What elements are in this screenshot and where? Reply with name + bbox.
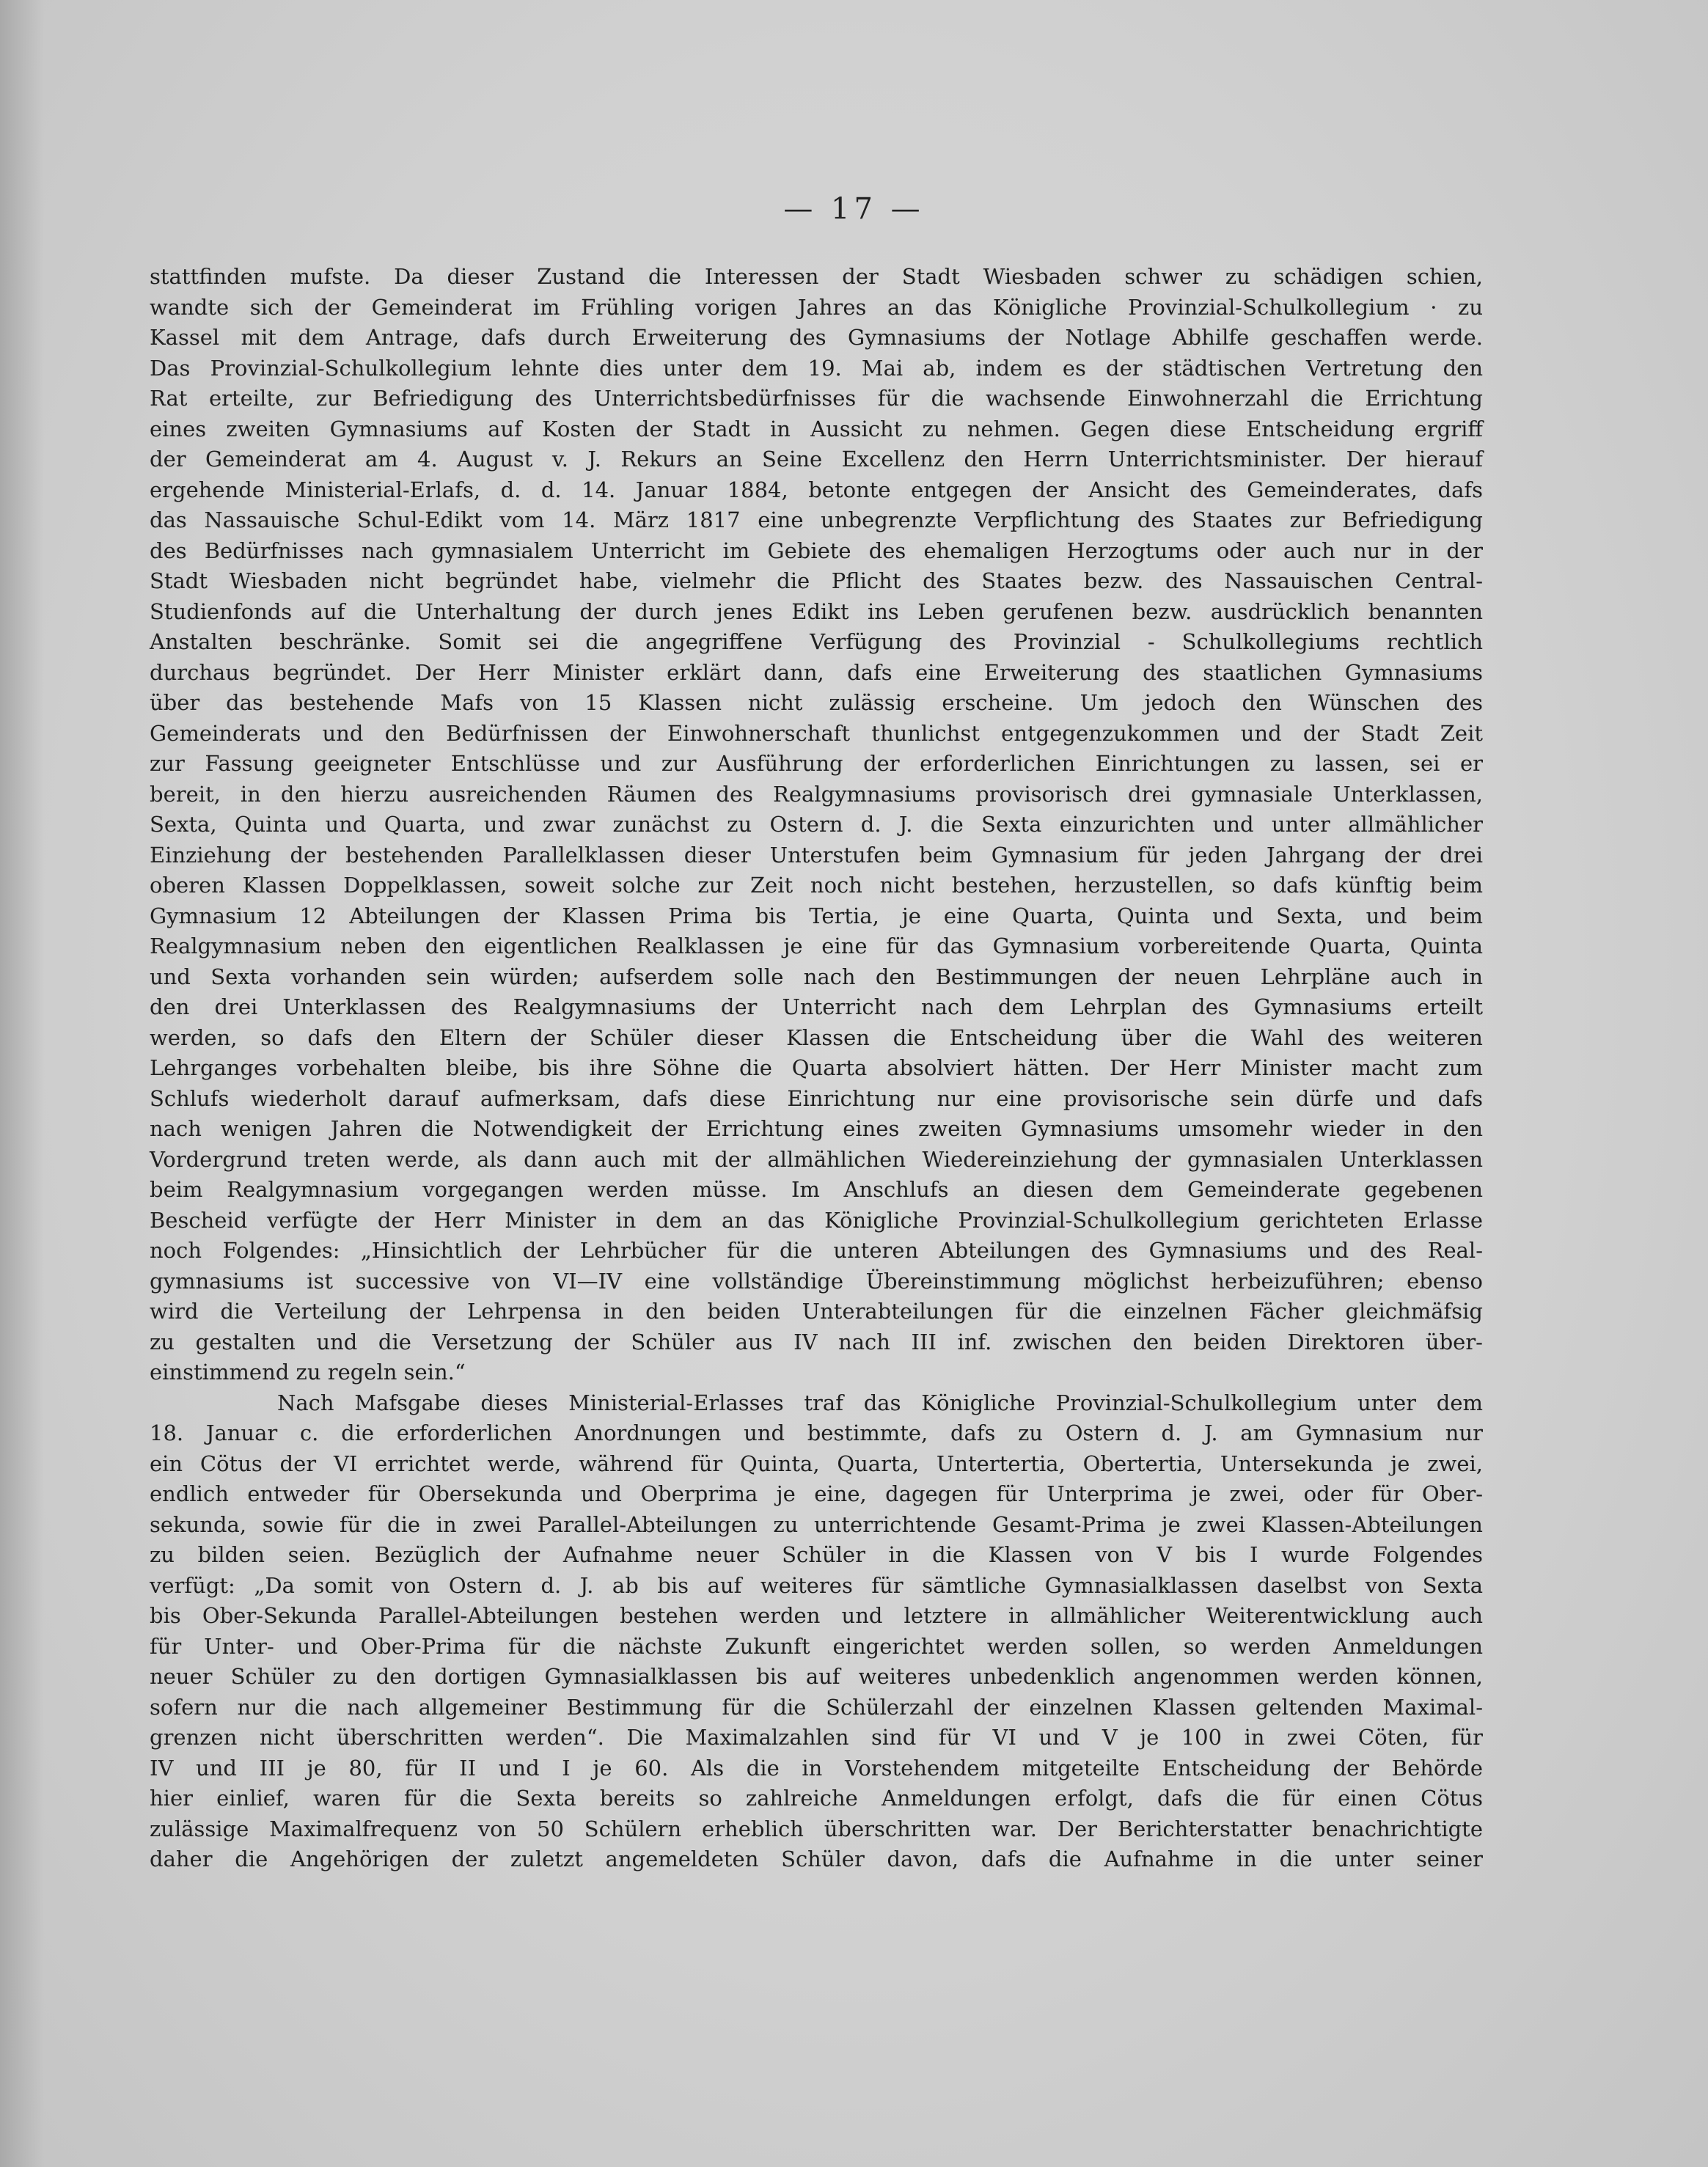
text-line: über das bestehende Mafs von 15 Klassen nicht zulässig erscheine. Um jedoch den Wünschen des [150, 690, 1483, 715]
paragraph-2 [150, 1388, 1483, 1875]
text-line: Realgymnasium neben den eigentlichen Realklassen je eine für das Gymnasium vorbereitende Quarta, Quinta [150, 934, 1483, 958]
text-line: Studienfonds auf die Unterhaltung der durch jenes Edikt ins Leben gerufenen bezw. ausdrücklich benannten [150, 598, 1483, 624]
text-line: beim Realgymnasium vorgegangen werden müsse. Im Anschlufs an diesen dem Gemeinderate gegebenen [150, 1177, 1483, 1202]
text-line: das Nassauische Schul-Edikt vom 14. März 1817 eine unbegrenzte Verpflichtung des Staates zur Befriedigung [150, 507, 1483, 532]
text-line: endlich entweder für Obersekunda und Oberprima je eine, dagegen für Unterprima je zwei, oder für Ober- [150, 1481, 1483, 1506]
text-line: Das Provinzial-Schulkollegium lehnte dies unter dem 19. Mai ab, indem es der städtischen Vertretung den [150, 355, 1483, 381]
text-line: bereit, in den hierzu ausreichenden Räumen des Realgymnasiums provisorisch drei gymnasiale Unterklassen, [150, 781, 1483, 807]
text-line: bis Ober-Sekunda Parallel-Abteilungen bestehen werden und letztere in allmählicher Weiterentwicklung auch [150, 1603, 1483, 1628]
text-line: zulässige Maximalfrequenz von 50 Schülern erheblich überschritten war. Der Berichterstatter benachrichtigte [150, 1816, 1483, 1841]
text-line: nach wenigen Jahren die Notwendigkeit der Errichtung eines zweiten Gymnasiums umsomehr wieder in den [150, 1116, 1483, 1141]
text-line: Schlufs wiederholt darauf aufmerksam, dafs diese Einrichtung nur eine provisorische sein dürfe und dafs [150, 1085, 1483, 1111]
text-line: Sexta, Quinta und Quarta, und zwar zunächst zu Ostern d. J. die Sexta einzurichten und unter allmählicher [150, 812, 1483, 837]
text-line: ein Cötus der VI errichtet werde, während für Quinta, Quarta, Untertertia, Obertertia, Untersekunda je zwei, [150, 1451, 1483, 1476]
text-line: zur Fassung geeigneter Entschlüsse und zur Ausführung der erforderlichen Einrichtungen zu lassen, sei er [150, 751, 1483, 776]
text-line: sekunda, sowie für die in zwei Parallel-Abteilungen zu unterrichtende Gesamt-Prima je zwei Klassen-Abteilungen [150, 1511, 1483, 1537]
text-line: der Gemeinderat am 4. August v. J. Rekurs an Seine Excellenz den Herrn Unterrichtsminister. Der hierauf [150, 447, 1483, 472]
text-line: wandte sich der Gemeinderat im Frühling vorigen Jahres an das Königliche Provinzial-Schulkollegium · zu [150, 294, 1483, 320]
text-line: Rat erteilte, zur Befriedigung des Unterrichtsbedürfnisses für die wachsende Einwohnerzahl die Errichtung [150, 386, 1483, 411]
text-line: Gymnasium 12 Abteilungen der Klassen Prima bis Tertia, je eine Quarta, Quinta und Sexta, und beim [150, 903, 1483, 928]
paragraph-1 [150, 262, 1483, 1388]
text-line: oberen Klassen Doppelklassen, soweit solche zur Zeit noch nicht bestehen, herzustellen, so dafs künftig beim [150, 873, 1483, 898]
text-line: des Bedürfnisses nach gymnasialem Unterricht im Gebiete des ehemaligen Herzogtums oder auch nur in der [150, 538, 1483, 563]
text-line: Stadt Wiesbaden nicht begründet habe, vielmehr die Pflicht des Staates bezw. des Nassauischen Central- [150, 568, 1483, 593]
text-line: hier einlief, waren für die Sexta bereits so zahlreiche Anmeldungen erfolgt, dafs die für einen Cötus [150, 1786, 1483, 1811]
text-line: zu bilden seien. Bezüglich der Aufnahme neuer Schüler in die Klassen von V bis I wurde Folgendes [150, 1542, 1483, 1567]
text-line: Kassel mit dem Antrage, dafs durch Erweiterung des Gymnasiums der Notlage Abhilfe geschaffen werde. [150, 325, 1483, 350]
text-line: Bescheid verfügte der Herr Minister in dem an das Königliche Provinzial-Schulkollegium gerichteten Erlasse [150, 1207, 1483, 1233]
text-line: eines zweiten Gymnasiums auf Kosten der Stadt in Aussicht zu nehmen. Gegen diese Entscheidung ergriff [150, 416, 1483, 441]
text-line: Einziehung der bestehenden Parallelklassen dieser Unterstufen beim Gymnasium für jeden Jahrgang der drei [150, 842, 1483, 868]
text-line: für Unter- und Ober-Prima für die nächste Zukunft eingerichtet werden sollen, so werden Anmeldungen [150, 1633, 1483, 1659]
text-line: daher die Angehörigen der zuletzt angemeldeten Schüler davon, dafs die Aufnahme in die unter seiner [150, 1847, 1483, 1871]
text-line: durchaus begründet. Der Herr Minister erklärt dann, dafs eine Erweiterung des staatlichen Gymnasiums [150, 659, 1483, 685]
text-line: noch Folgendes: „Hinsichtlich der Lehrbücher für die unteren Abteilungen des Gymnasiums und des Real- [150, 1238, 1483, 1263]
text-line: ergehende Ministerial-Erlafs, d. d. 14. Januar 1884, betonte entgegen der Ansicht des Gemeinderates, dafs [150, 477, 1483, 502]
text-line: werden, so dafs den Eltern der Schüler dieser Klassen die Entscheidung über die Wahl des weiteren [150, 1024, 1483, 1050]
text-line: neuer Schüler zu den dortigen Gymnasialklassen bis auf weiteres unbedenklich angenommen werden können, [150, 1664, 1483, 1689]
text-line: verfügt: „Da somit von Ostern d. J. ab bis auf weiteres für sämtliche Gymnasialklassen daselbst von Sexta [150, 1572, 1483, 1598]
text-line: den drei Unterklassen des Realgymnasiums der Unterricht nach dem Lehrplan des Gymnasiums erteilt [150, 994, 1483, 1019]
text-line: stattfinden mufste. Da dieser Zustand die Interessen der Stadt Wiesbaden schwer zu schädigen schien, [150, 264, 1483, 289]
text-line: sofern nur die nach allgemeiner Bestimmung für die Schülerzahl der einzelnen Klassen geltenden Maximal- [150, 1694, 1483, 1720]
text-line: grenzen nicht überschritten werden“. Die Maximalzahlen sind für VI und V je 100 in zwei Cöten, für [150, 1725, 1483, 1750]
page-shadow-edge [0, 0, 44, 2167]
text-line: 18. Januar c. die erforderlichen Anordnungen und bestimmte, dafs zu Ostern d. J. am Gymnasium nur [150, 1420, 1483, 1445]
text-line: Nach Mafsgabe dieses Ministerial-Erlasses traf das Königliche Provinzial-Schulkollegium unter dem [277, 1390, 1483, 1415]
text-line: gymnasiums ist successive von VI—IV eine vollständige Übereinstimmung möglichst herbeizuführen; ebenso [150, 1268, 1483, 1294]
text-line: Gemeinderats und den Bedürfnissen der Einwohnerschaft thunlichst entgegenzukommen und der Stadt Zeit [150, 720, 1483, 746]
text-line: Lehrganges vorbehalten bleibe, bis ihre Söhne die Quarta absolviert hätten. Der Herr Minister macht zum [150, 1055, 1483, 1080]
text-line: Anstalten beschränke. Somit sei die angegriffene Verfügung des Provinzial - Schulkollegiums rechtlich [150, 629, 1483, 654]
text-line: IV und III je 80, für II und I je 60. Als die in Vorstehendem mitgeteilte Entscheidung der Behörde [150, 1755, 1483, 1781]
text-line: einstimmend zu regeln sein.“ [150, 1360, 466, 1385]
body-text [150, 262, 1483, 1875]
text-line: zu gestalten und die Versetzung der Schüler aus IV nach III inf. zwischen den beiden Direktoren über- [150, 1329, 1483, 1354]
page-number: — 17 — [783, 192, 925, 226]
text-line: Vordergrund treten werde, als dann auch mit der allmählichen Wiedereinziehung der gymnasialen Unterklassen [150, 1146, 1483, 1172]
text-line: wird die Verteilung der Lehrpensa in den beiden Unterabteilungen für die einzelnen Fächer gleichmäfsig [150, 1299, 1483, 1324]
text-line: und Sexta vorhanden sein würden; aufserdem solle nach den Bestimmungen der neuen Lehrpläne auch in [150, 964, 1483, 989]
